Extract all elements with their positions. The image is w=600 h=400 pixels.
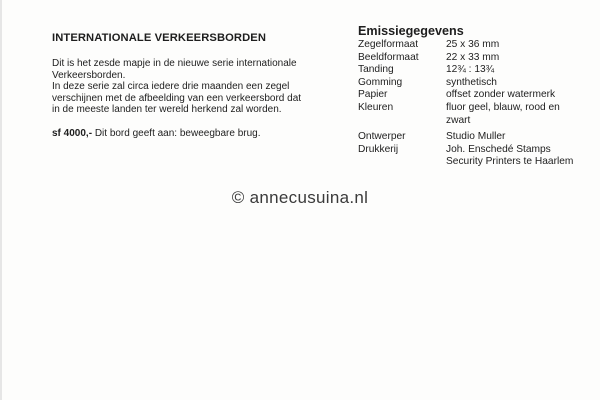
- spec-row: [358, 52, 594, 65]
- emission-specs: [358, 24, 594, 169]
- spec-value: [446, 77, 594, 90]
- spec-value-line: 22 x 33 mm: [446, 51, 500, 63]
- price-value: sf 4000,-: [52, 127, 93, 139]
- spec-row: [358, 89, 594, 102]
- spec-row: [358, 64, 594, 77]
- spec-label: Ontwerper: [358, 131, 406, 143]
- spec-label: Papier: [358, 89, 388, 101]
- spec-value-line: offset zonder watermerk: [446, 89, 556, 101]
- spec-value-line: Security Printers te Haarlem: [446, 156, 574, 168]
- spec-value-line: 12¾ : 13¾: [446, 64, 495, 76]
- description-section: [52, 32, 342, 140]
- price-line: [52, 128, 342, 140]
- watermark: © annecusuina.nl: [231, 188, 369, 207]
- spec-label: Kleuren: [358, 101, 394, 113]
- spec-label: Drukkerij: [358, 143, 399, 155]
- spec-row: [358, 77, 594, 90]
- spec-value: [446, 102, 594, 127]
- paragraph-line: verschijnen met de afbeelding van een verkeersbord dat: [52, 92, 302, 104]
- spec-row: [358, 131, 594, 144]
- spec-value-line: Studio Muller: [446, 131, 506, 143]
- spec-value-line: fluor geel, blauw, rood en: [446, 101, 560, 113]
- specs-heading: Emissiegegevens: [358, 24, 464, 38]
- spec-value: [446, 39, 594, 52]
- spec-row: [358, 39, 594, 52]
- price-description: Dit bord geeft aan: beweegbare brug.: [94, 127, 261, 139]
- spec-value-line: 25 x 36 mm: [446, 39, 500, 50]
- description-paragraph: [52, 58, 342, 116]
- spec-value-line: Joh. Enschedé Stamps: [446, 143, 551, 155]
- spec-value: [446, 131, 594, 144]
- paragraph-line: Dit is het zesde mapje in de nieuwe serie internationale: [52, 58, 297, 69]
- spec-label: Beeldformaat: [358, 51, 419, 63]
- spec-label: Zegelformaat: [358, 39, 419, 50]
- spec-row: [358, 144, 594, 169]
- spec-value: [446, 64, 594, 77]
- paragraph-line: Verkeersborden.: [52, 69, 126, 81]
- spec-value: [446, 89, 594, 102]
- section-heading: INTERNATIONALE VERKEERSBORDEN: [52, 32, 267, 44]
- spec-value-line: synthetisch: [446, 76, 497, 88]
- paragraph-line: in de meeste landen ter wereld herkend zal worden.: [52, 104, 282, 116]
- spec-value: [446, 144, 594, 169]
- paragraph-line: In deze serie zal circa iedere drie maanden een zegel: [52, 81, 290, 93]
- spec-label: Gomming: [358, 76, 403, 88]
- spec-row: [358, 102, 594, 127]
- spec-value-line: zwart: [446, 114, 471, 126]
- spec-label: Tanding: [358, 64, 394, 76]
- spec-value: [446, 52, 594, 65]
